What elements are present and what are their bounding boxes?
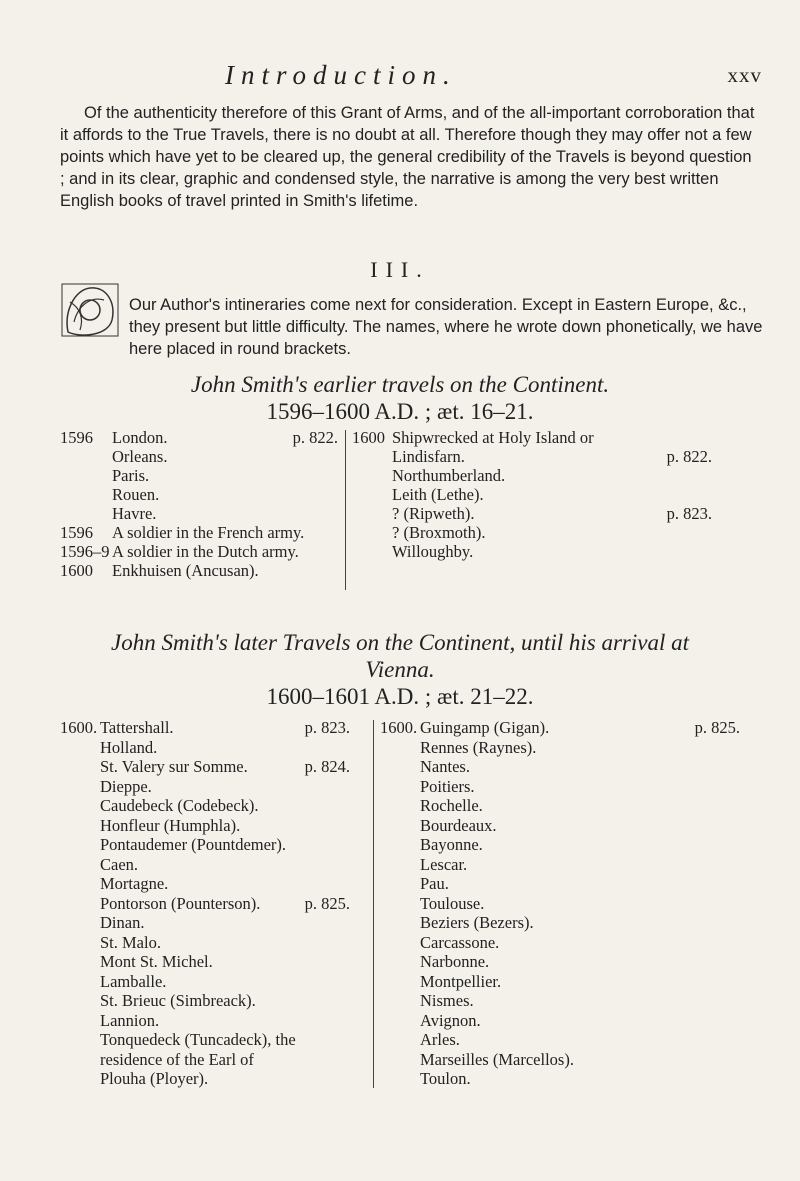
page-reference: p. 823. <box>304 718 350 737</box>
itinerary-entry <box>60 485 338 504</box>
entry-place: Toulon. <box>420 1069 471 1088</box>
itinerary-entry <box>352 542 712 561</box>
page-reference: p. 825. <box>694 718 740 737</box>
itinerary-entry <box>380 855 740 875</box>
entry-year: 1600. <box>60 718 98 737</box>
itinerary-entry <box>380 835 740 855</box>
itinerary-entry <box>380 933 740 953</box>
column-divider <box>373 720 374 1088</box>
itinerary-entry <box>60 561 338 580</box>
itinerary-entry <box>380 894 740 914</box>
itinerary-entry <box>352 447 712 466</box>
itinerary-entry <box>60 738 350 758</box>
itinerary-entry <box>380 1069 740 1089</box>
itinerary-entry <box>60 542 338 561</box>
itinerary-entry <box>352 485 712 504</box>
entry-place: Beziers (Bezers). <box>420 913 534 932</box>
itinerary-entry <box>60 796 350 816</box>
running-title: Introduction. <box>225 60 457 90</box>
itinerary-entry <box>60 718 350 738</box>
itinerary-entry <box>60 952 350 972</box>
entry-place: Honfleur (Humphla). <box>100 815 241 835</box>
itinerary-entry <box>60 933 350 953</box>
entry-place: Montpellier. <box>420 971 502 991</box>
itinerary-entry <box>60 1030 350 1050</box>
entry-place: Narbonne. <box>420 952 490 971</box>
entry-place: Shipwrecked at Holy Island or <box>392 428 594 447</box>
entry-place: A soldier in the Dutch army. <box>112 542 299 561</box>
entry-place: Nantes. <box>420 757 470 776</box>
entry-place: A soldier in the French army. <box>112 523 305 542</box>
itinerary-entry <box>60 1050 350 1070</box>
later-travels-heading-cont: Vienna. <box>365 657 435 682</box>
later-right-column <box>380 718 740 1089</box>
entry-place: Guingamp (Gigan). <box>420 718 550 737</box>
entry-place: Caudebeck (Codebeck). <box>100 796 259 815</box>
entry-place: Mont St. Michel. <box>100 952 213 971</box>
column-divider <box>345 430 346 590</box>
entry-place: Pau. <box>420 874 449 893</box>
itinerary-entry <box>60 1069 350 1089</box>
entry-place: Paris. <box>112 466 150 485</box>
itinerary-entry <box>60 991 350 1011</box>
entry-place: Caen. <box>100 854 139 874</box>
entry-place: Holland. <box>100 737 158 757</box>
entry-place: Arles. <box>420 1030 460 1049</box>
entry-place: Lannion. <box>100 1010 160 1030</box>
entry-place: Rennes (Raynes). <box>420 737 537 757</box>
entry-year: 1596 <box>60 523 93 542</box>
itinerary-entry <box>60 894 350 914</box>
itinerary-entry <box>60 1011 350 1031</box>
entry-place: Pontaudemer (Pountdemer). <box>100 835 287 854</box>
itinerary-entry <box>380 972 740 992</box>
itinerary-entry <box>380 991 740 1011</box>
entry-place: Pontorson (Pounterson). <box>100 893 261 913</box>
page-reference: p. 825. <box>304 893 350 913</box>
entry-place: Mortagne. <box>100 874 169 893</box>
entry-place: Poitiers. <box>420 776 475 796</box>
entry-place: Tonquedeck (Tuncadeck), the <box>100 1030 296 1049</box>
itinerary-entry <box>60 428 338 447</box>
entry-place: Bourdeaux. <box>420 815 497 835</box>
itinerary-entry <box>60 504 338 523</box>
entry-place: Bayonne. <box>420 835 483 854</box>
entry-place: Avignon. <box>420 1010 481 1030</box>
entry-place: Rochelle. <box>420 796 483 815</box>
entry-place: ? (Broxmoth). <box>392 523 486 542</box>
itinerary-entry <box>380 757 740 777</box>
entry-place: St. Valery sur Somme. <box>100 757 248 776</box>
entry-place: Dinan. <box>100 913 145 932</box>
entry-place: Northumberland. <box>392 466 506 485</box>
later-left-column <box>60 718 350 1089</box>
earlier-travels-dates: 1596–1600 A.D. ; æt. 16–21. <box>266 399 534 424</box>
entry-place: Leith (Lethe). <box>392 485 484 504</box>
entry-place: Plouha (Ployer). <box>100 1069 209 1088</box>
page-number: xxv <box>727 63 762 87</box>
page-reference: p. 824. <box>304 757 350 776</box>
entry-place: residence of the Earl of <box>100 1049 254 1069</box>
entry-year: 1596–9 <box>60 542 110 561</box>
itinerary-entry <box>380 796 740 816</box>
entry-place: Willoughby. <box>392 542 474 561</box>
entry-year: 1600 <box>60 561 93 580</box>
entry-place: Lindisfarn. <box>392 447 465 466</box>
entry-place: ? (Ripweth). <box>392 504 475 523</box>
section-number: III. <box>370 257 430 282</box>
entry-place: St. Malo. <box>100 932 161 952</box>
intro-paragraph: Of the authenticity therefore of this Grant of Arms, and of the all-important corroboration that it affords to the True Travels, there is no doubt at all. Therefore though they may offer not a few points which have yet to be cleared up, the general credibility of the Travels is beyond question ; and in its clear, graphic and condensed style, the narrative is among the very best written English books of travel printed in Smith's lifetime. <box>60 104 755 210</box>
entry-place: Carcassone. <box>420 932 500 952</box>
entry-year: 1596 <box>60 428 93 447</box>
page-reference: p. 822. <box>292 428 338 447</box>
itinerary-entry <box>380 874 740 894</box>
entry-place: Tattershall. <box>100 718 174 737</box>
entry-place: Enkhuisen (Ancusan). <box>112 561 259 580</box>
itinerary-entry <box>380 952 740 972</box>
entry-place: Rouen. <box>112 485 160 504</box>
earlier-travels-heading: John Smith's earlier travels on the Continent. <box>190 372 610 397</box>
entry-place: Lamballe. <box>100 971 167 991</box>
itinerary-entry <box>380 718 740 738</box>
itinerary-entry <box>60 972 350 992</box>
itinerary-entry <box>352 504 712 523</box>
page-reference: p. 822. <box>666 447 712 466</box>
section-paragraph: Our Author's intineraries come next for consideration. Except in Eastern Europe, &c., they present but little difficulty. The names, where he wrote down phonetically, we have here placed in round brackets. <box>129 296 763 358</box>
entry-place: Toulouse. <box>420 893 485 913</box>
later-travels-dates: 1600–1601 A.D. ; æt. 21–22. <box>266 684 534 709</box>
page-reference: p. 823. <box>666 504 712 523</box>
entry-place: London. <box>112 428 168 447</box>
itinerary-entry <box>352 523 712 542</box>
ornamental-initial-icon <box>60 282 120 338</box>
entry-place: Nismes. <box>420 991 474 1010</box>
itinerary-entry <box>60 757 350 777</box>
itinerary-entry <box>60 913 350 933</box>
later-travels-heading: John Smith's later Travels on the Continent, until his arrival at <box>111 630 689 655</box>
itinerary-entry <box>60 874 350 894</box>
itinerary-entry <box>380 738 740 758</box>
entry-place: Havre. <box>112 504 157 523</box>
itinerary-entry <box>60 447 338 466</box>
running-header <box>60 60 762 92</box>
itinerary-entry <box>380 1030 740 1050</box>
itinerary-entry <box>60 466 338 485</box>
itinerary-entry <box>60 816 350 836</box>
itinerary-entry <box>352 466 712 485</box>
itinerary-entry <box>380 777 740 797</box>
entry-place: Orleans. <box>112 447 168 466</box>
entry-place: St. Brieuc (Simbreack). <box>100 991 256 1010</box>
entry-place: Lescar. <box>420 854 468 874</box>
itinerary-entry <box>60 855 350 875</box>
entry-year: 1600. <box>380 718 418 737</box>
earlier-right-column <box>352 428 712 561</box>
itinerary-entry <box>352 428 712 447</box>
itinerary-entry <box>380 1011 740 1031</box>
itinerary-entry <box>380 1050 740 1070</box>
entry-place: Marseilles (Marcellos). <box>420 1049 574 1069</box>
earlier-left-column <box>60 428 338 580</box>
itinerary-entry <box>60 777 350 797</box>
itinerary-entry <box>380 913 740 933</box>
entry-year: 1600 <box>352 428 385 447</box>
itinerary-entry <box>380 816 740 836</box>
itinerary-entry <box>60 523 338 542</box>
itinerary-entry <box>60 835 350 855</box>
entry-place: Dieppe. <box>100 776 152 796</box>
